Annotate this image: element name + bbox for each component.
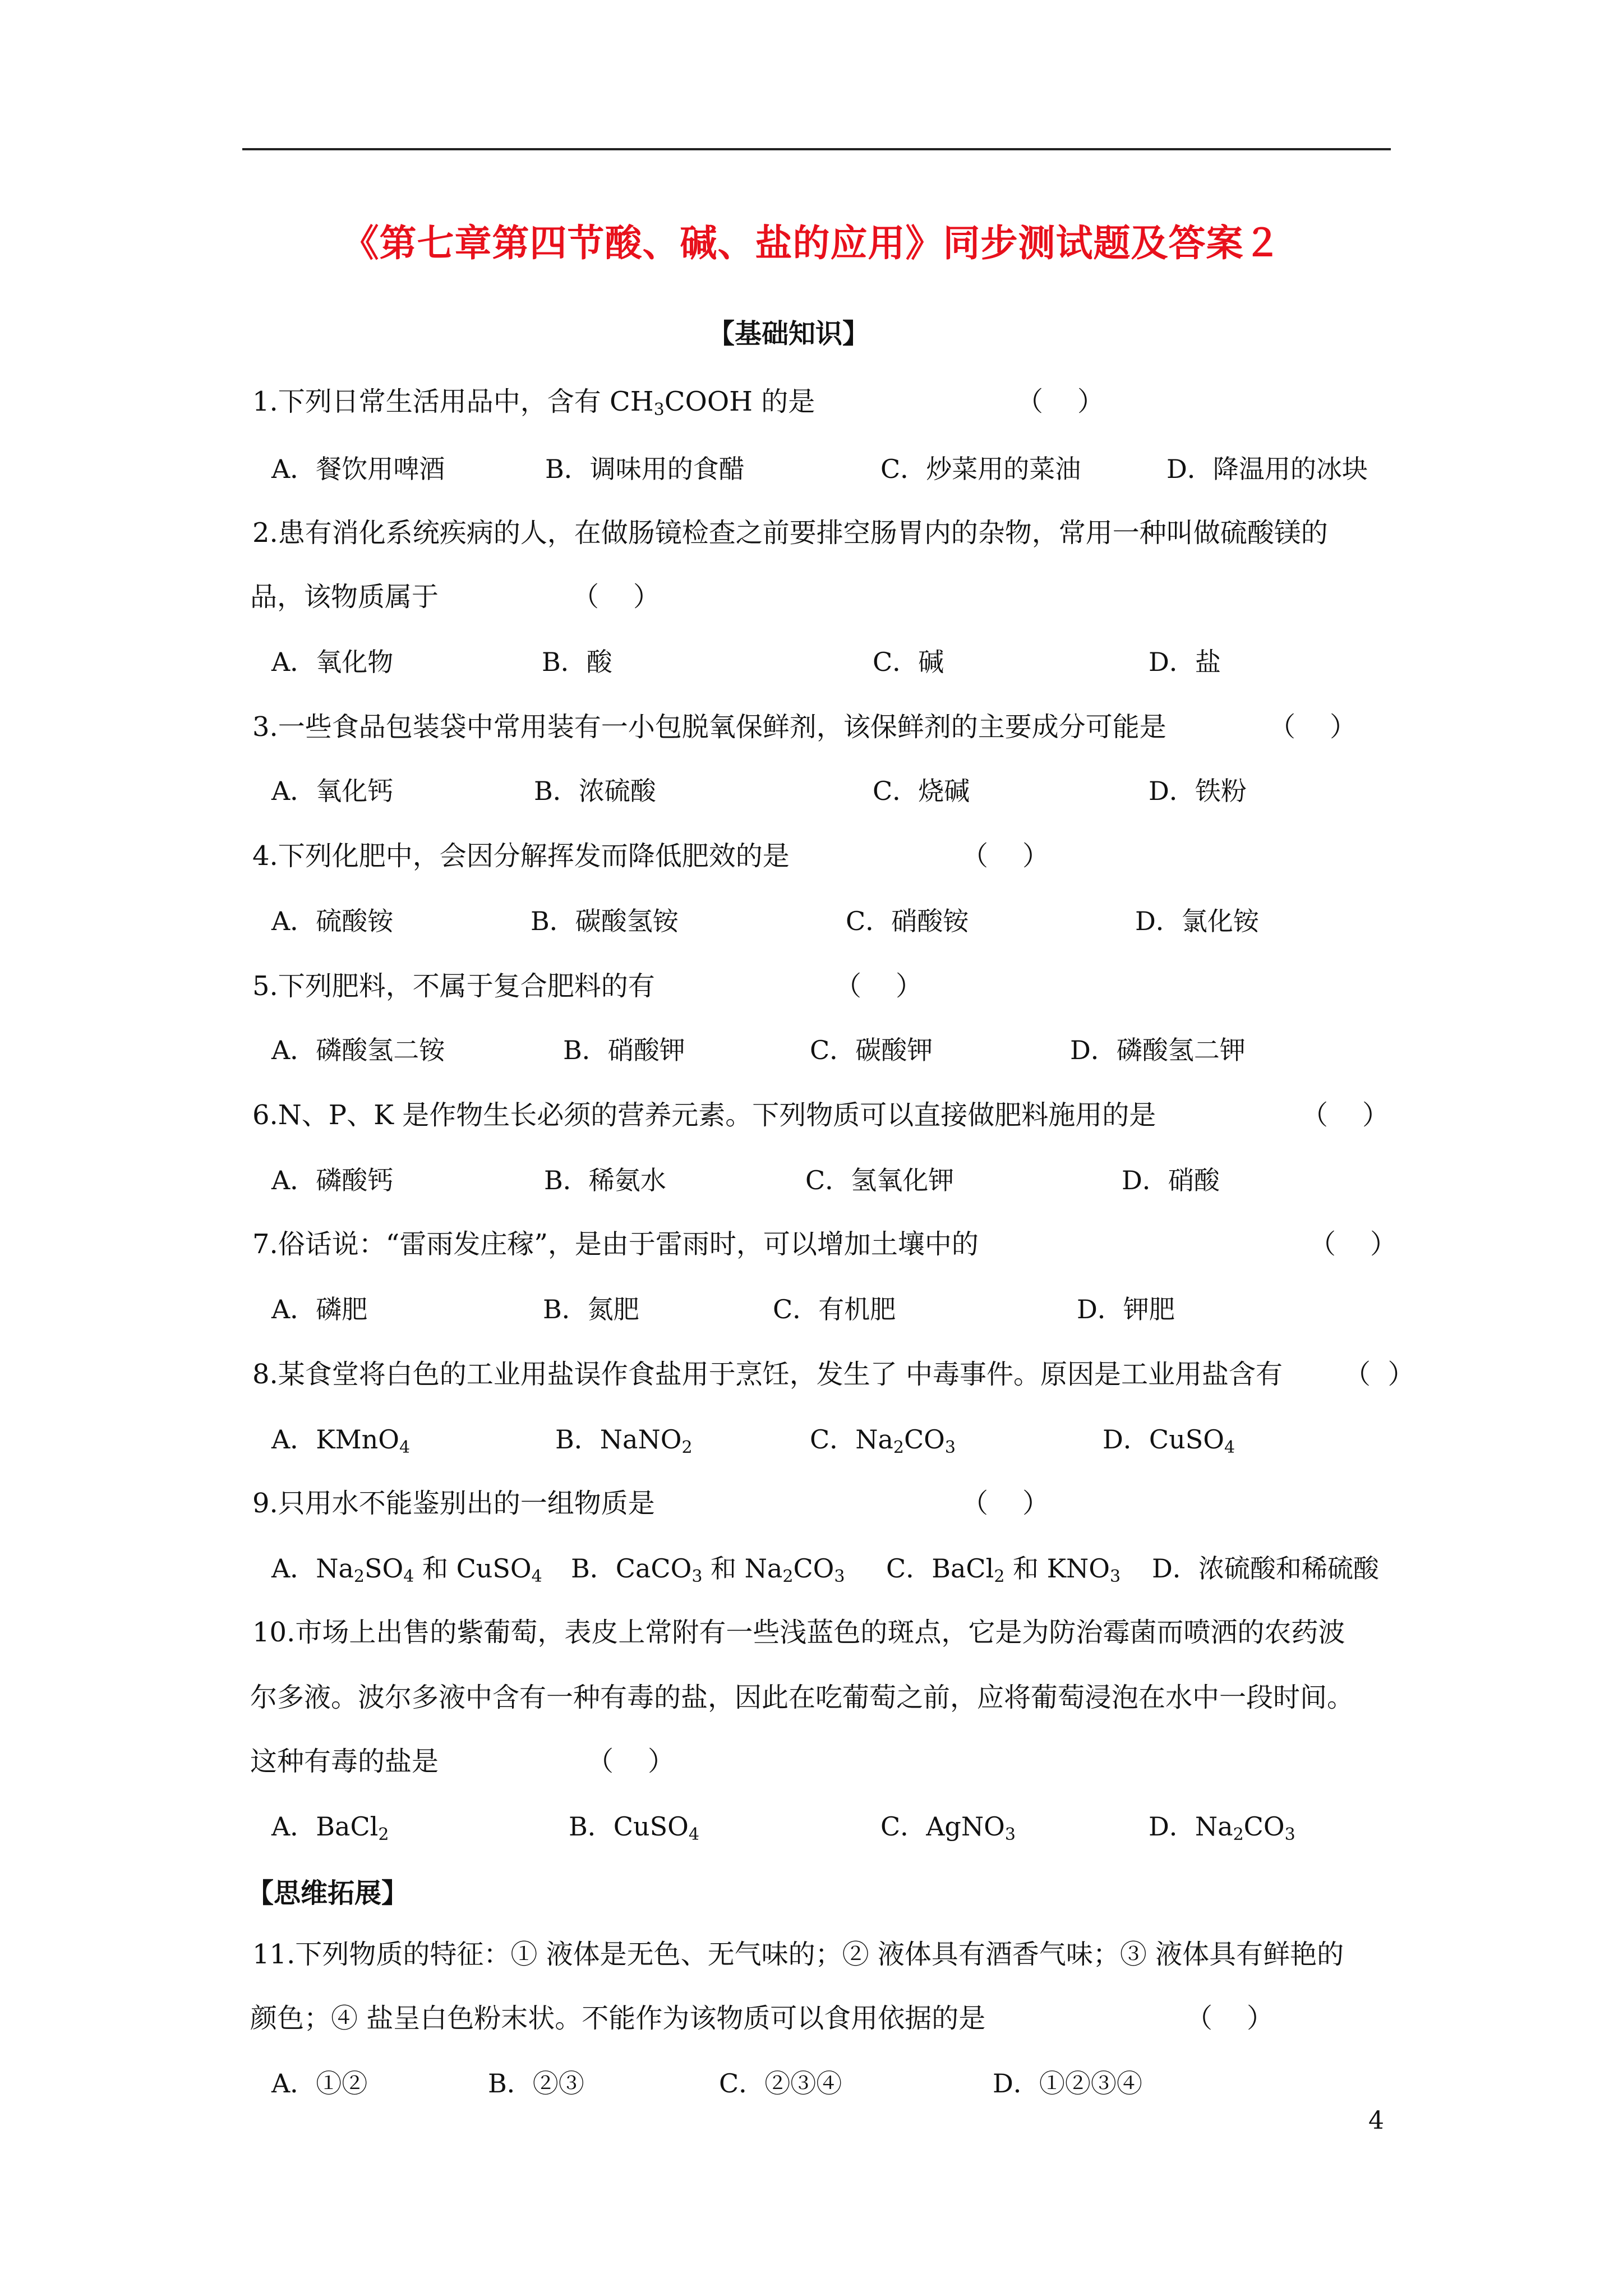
question-4-option-b: B．碳酸氢铵 [531,906,679,936]
question-8-option-c: C．$Na_2CO_3$ [810,1424,956,1457]
question-3-option-b: B．浓硫酸 [534,776,656,806]
question-7-stem: 7.俗话说：“雷雨发庄稼”，是由于雷雨时，可以增加土壤中的 [252,1228,979,1260]
question-8-option-d: D．CuSO$_4$ [1103,1424,1235,1457]
question-6-stem: 6.N、P、K 是作物生长必须的营养元素。下列物质可以直接做肥料施用的是 [252,1099,1156,1131]
question-2-option-b: B．酸 [542,647,612,677]
question-3-option-a: A．氧化钙 [271,776,394,806]
question-10-stem-line-3: 这种有毒的盐是 [250,1746,439,1777]
question-1-stem: 1.下列日常生活用品中，含有 $CH_3COOH$ 的是 [252,386,815,420]
question-4-option-d: D．氯化铵 [1135,906,1259,936]
section-heading-basic: 【基础知识】 [708,318,870,349]
question-5-option-a: A．磷酸氢二铵 [271,1035,445,1065]
question-7-option-a: A．磷肥 [271,1294,368,1324]
question-10-stem-line-2: 尔多液。波尔多液中含有一种有毒的盐，因此在吃葡萄之前，应将葡萄浸泡在水中一段时间。 [250,1682,1354,1713]
question-7-answer-blank: （ ） [1309,1228,1398,1260]
question-4-option-c: C．硝酸铵 [846,906,969,936]
question-3-answer-blank: （ ） [1269,711,1357,743]
question-8-option-a: A．KMnO$_4$ [271,1424,411,1457]
question-3-option-d: D．铁粉 [1149,776,1247,806]
question-4-option-a: A．硫酸铵 [271,906,394,936]
question-1-option-b: B．调味用的食醋 [545,454,745,484]
question-4-stem: 4.下列化肥中，会因分解挥发而降低肥效的是 [252,840,790,872]
question-11-stem-line-1: 11.下列物质的特征：① 液体是无色、无气味的；② 液体具有酒香气味；③ 液体具有鲜艳的 [252,1939,1344,1970]
question-9-stem: 9.只用水不能鉴别出的一组物质是 [252,1488,655,1519]
question-2-answer-blank: （ ） [572,581,661,613]
question-11-answer-blank: （ ） [1186,2003,1274,2034]
question-11-option-b: B．②③ [488,2068,584,2099]
question-8-option-b: B．NaNO$_2$ [555,1424,693,1457]
question-8-answer-blank: （ ） [1344,1359,1415,1390]
question-2-stem-line-2: 品，该物质属于 [250,581,439,613]
question-6-option-a: A．磷酸钙 [271,1165,394,1195]
question-8-stem: 8.某食堂将白色的工业用盐误作食盐用于烹饪，发生了 中毒事件。原因是工业用盐含有 [252,1359,1283,1390]
question-2-option-c: C．碱 [873,647,944,677]
question-2-option-a: A．氧化物 [271,647,394,677]
section-heading-thinking: 【思维拓展】 [247,1878,409,1909]
question-2-option-d: D．盐 [1149,647,1221,677]
question-3-option-c: C．烧碱 [873,776,970,806]
question-11-option-a: A．①② [271,2068,368,2099]
question-10-option-b: B．CuSO$_4$ [569,1811,699,1844]
question-6-option-b: B．稀氨水 [544,1165,666,1195]
question-6-option-c: C．氢氧化钾 [805,1165,955,1195]
question-5-answer-blank: （ ） [834,970,923,1002]
question-5-option-c: C．碳酸钾 [810,1035,933,1065]
question-9-option-d: D．浓硫酸和稀硫酸 [1152,1553,1379,1584]
header-rule [242,148,1391,150]
question-11-option-c: C．②③④ [719,2068,842,2099]
question-7-option-c: C．有机肥 [773,1294,896,1324]
question-1-answer-blank: （ ） [1016,386,1105,417]
question-11-stem-line-2: 颜色；④ 盐呈白色粉末状。不能作为该物质可以食用依据的是 [250,2003,986,2034]
question-6-answer-blank: （ ） [1301,1099,1390,1131]
question-9-answer-blank: （ ） [961,1488,1050,1519]
document-title: 《第七章第四节酸、碱、盐的应用》同步测试题及答案２ [342,222,1281,265]
question-10-option-d: D．$Na_2CO_3$ [1149,1811,1295,1844]
question-5-option-b: B．硝酸钾 [563,1035,685,1065]
question-9-option-c: C．BaCl$_2$ 和 $KNO_3$ [886,1553,1121,1586]
question-4-answer-blank: （ ） [961,840,1050,872]
question-1-option-a: A．餐饮用啤酒 [271,454,445,484]
question-1-option-c: C．炒菜用的菜油 [880,454,1081,484]
question-7-option-b: B．氮肥 [543,1294,639,1324]
question-7-option-d: D．钾肥 [1077,1294,1175,1324]
question-11-option-d: D．①②③④ [993,2068,1142,2099]
question-3-stem: 3.一些食品包装袋中常用装有一小包脱氧保鲜剂，该保鲜剂的主要成分可能是 [252,711,1166,743]
page-number: 4 [1368,2106,1384,2135]
question-10-option-a: A．BaCl$_2$ [271,1811,389,1844]
question-5-option-d: D．磷酸氢二钾 [1070,1035,1246,1065]
question-2-stem-line-1: 2.患有消化系统疾病的人，在做肠镜检查之前要排空肠胃内的杂物，常用一种叫做硫酸镁的 [252,517,1328,549]
question-10-answer-blank: （ ） [587,1746,675,1777]
question-6-option-d: D．硝酸 [1122,1165,1220,1195]
question-1-option-d: D．降温用的冰块 [1166,454,1368,484]
question-9-option-a: A．$Na_2SO_4$ 和 CuSO$_4$ [271,1553,542,1586]
question-10-option-c: C．AgNO$_3$ [880,1811,1016,1844]
question-10-stem-line-1: 10.市场上出售的紫葡萄，表皮上常附有一些浅蓝色的斑点，它是为防治霉菌而喷洒的农药波 [252,1617,1345,1648]
question-5-stem: 5.下列肥料，不属于复合肥料的有 [252,970,655,1002]
question-9-option-b: B．CaCO$_3$ 和 $Na_2CO_3$ [571,1553,845,1586]
